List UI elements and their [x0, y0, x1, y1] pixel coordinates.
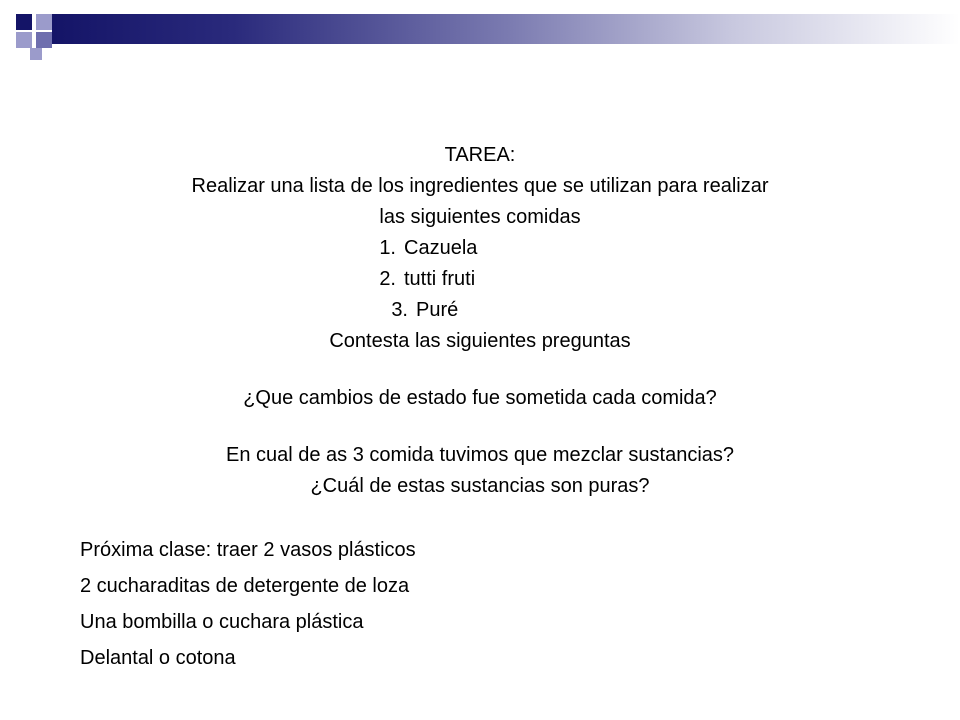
decor-square-light: [30, 48, 42, 60]
food-list-item: [0, 233, 960, 264]
questions-intro: Contesta las siguientes preguntas: [329, 330, 631, 352]
next-class-block: [80, 532, 416, 676]
task-title: TAREA:: [444, 144, 516, 166]
food-list-name: Cazuela: [404, 237, 478, 259]
next-class-item: Una bombilla o cuchara plástica: [80, 611, 364, 633]
food-list-name: tutti fruti: [404, 268, 476, 290]
food-list-number: 1.: [379, 237, 396, 259]
decor-square-light: [16, 32, 32, 48]
next-class-item: Próxima clase: traer 2 vasos plásticos: [80, 539, 416, 561]
question-3: ¿Cuál de estas sustancias son puras?: [310, 475, 650, 497]
food-list-number: 3.: [391, 299, 408, 321]
task-block: [0, 140, 960, 502]
spacer: [0, 414, 960, 440]
spacer: [0, 357, 960, 383]
food-list-item: [0, 295, 960, 326]
question-1: ¿Que cambios de estado fue sometida cada comida?: [243, 387, 717, 409]
task-instruction-line-1: Realizar una lista de los ingredientes que se utilizan para realizar: [191, 175, 769, 197]
decor-square-mid: [36, 32, 52, 48]
food-list-number: 2.: [379, 268, 396, 290]
question-2: En cual de as 3 comida tuvimos que mezclar sustancias?: [225, 444, 735, 466]
food-list-name: Puré: [416, 299, 459, 321]
food-list-item: [0, 264, 960, 295]
next-class-item: Delantal o cotona: [80, 647, 236, 669]
decor-square-light: [36, 14, 52, 30]
decor-square-dark: [16, 14, 32, 30]
next-class-item: 2 cucharaditas de detergente de loza: [80, 575, 410, 597]
task-instruction-line-2: las siguientes comidas: [379, 206, 581, 228]
header-gradient-bar: [52, 14, 960, 44]
